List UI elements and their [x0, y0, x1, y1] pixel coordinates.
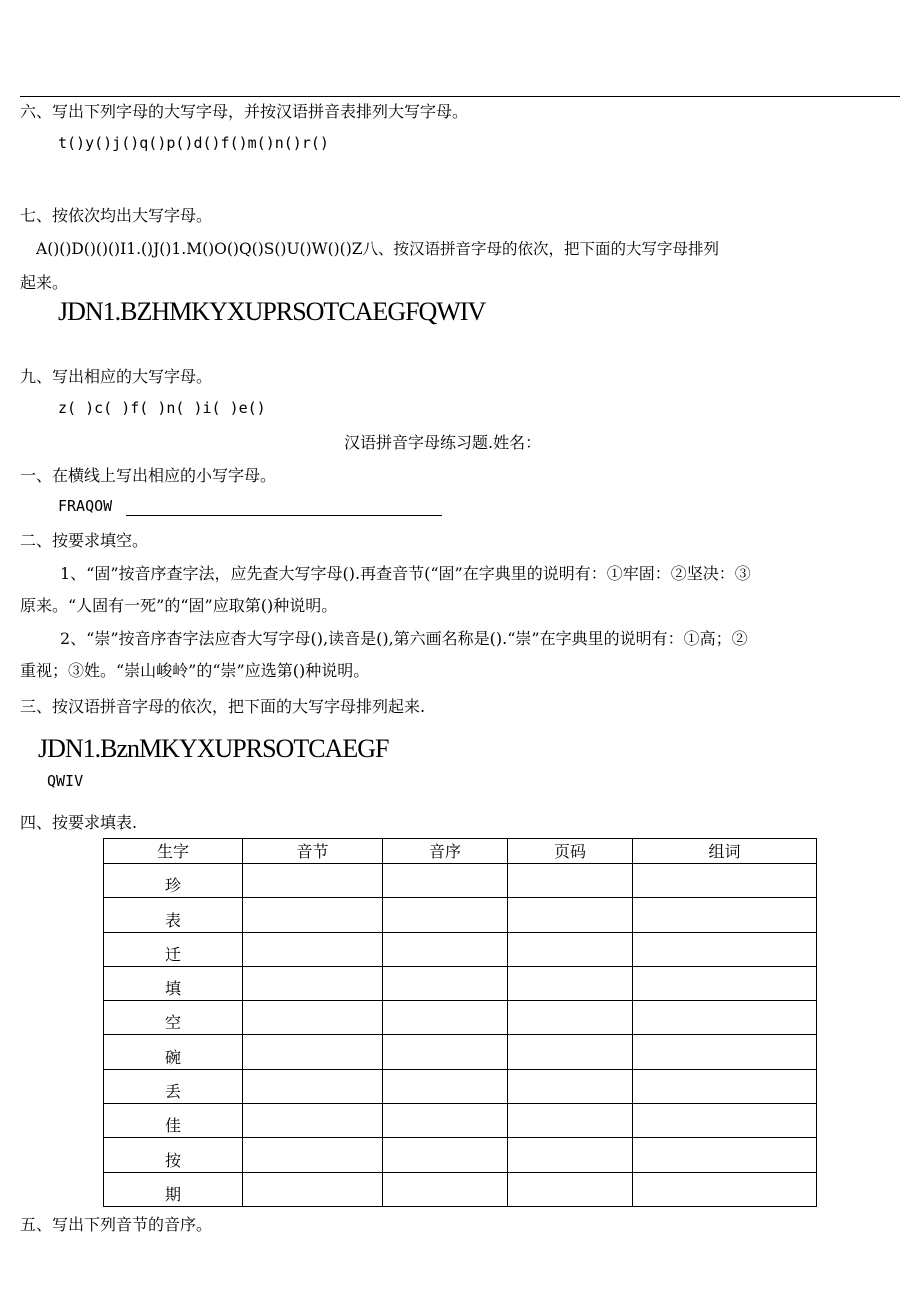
syllable-cell[interactable] — [243, 1172, 383, 1206]
words-cell[interactable] — [633, 932, 817, 966]
character-cell: 迁 — [104, 932, 243, 966]
header-page: 页码 — [508, 839, 633, 864]
page-cell[interactable] — [508, 1069, 633, 1103]
q3-letters: JDN1.BznMKYXUPRSOTCAEGF — [38, 734, 389, 763]
page-title: 汉语拼音字母练习题.姓名： — [344, 433, 542, 452]
page-cell[interactable] — [508, 1001, 633, 1035]
syllable-cell[interactable] — [243, 898, 383, 932]
table-row — [104, 864, 817, 898]
words-cell[interactable] — [633, 1069, 817, 1103]
table-row — [104, 1069, 817, 1103]
q2-p1-line-a: 1、“固”按音序查字法，应先查大写字母().再查音节(“固”在字典里的说明有：①牢固：②坚决：③ — [60, 564, 751, 583]
section-7-line-2: 起来。 — [20, 273, 69, 292]
section-9-letters: z( )c( )f( )n( )i( )e() — [58, 399, 266, 417]
answer-underline — [126, 515, 442, 516]
page-cell[interactable] — [508, 898, 633, 932]
character-cell: 珍 — [104, 864, 243, 898]
character-cell: 按 — [104, 1138, 243, 1172]
section-9-heading: 九、写出相应的大写字母。 — [20, 367, 213, 386]
character-cell: 丢 — [104, 1069, 243, 1103]
words-cell[interactable] — [633, 898, 817, 932]
page-cell[interactable] — [508, 966, 633, 1000]
character-cell: 空 — [104, 1001, 243, 1035]
initial-cell[interactable] — [383, 1035, 508, 1069]
top-rule — [20, 96, 900, 97]
syllable-cell[interactable] — [243, 1069, 383, 1103]
table-header-row — [104, 839, 817, 864]
table-row — [104, 966, 817, 1000]
words-cell[interactable] — [633, 1138, 817, 1172]
table-row — [104, 932, 817, 966]
character-cell: 表 — [104, 898, 243, 932]
words-cell[interactable] — [633, 1001, 817, 1035]
q3-heading: 三、按汉语拼音字母的依次，把下面的大写字母排列起来. — [20, 697, 426, 716]
syllable-cell[interactable] — [243, 1138, 383, 1172]
page-cell[interactable] — [508, 932, 633, 966]
initial-cell[interactable] — [383, 932, 508, 966]
character-cell: 碗 — [104, 1035, 243, 1069]
words-cell[interactable] — [633, 1104, 817, 1138]
fill-in-table — [103, 838, 817, 1207]
character-cell: 佳 — [104, 1104, 243, 1138]
words-cell[interactable] — [633, 1172, 817, 1206]
header-initial: 音序 — [383, 839, 508, 864]
page-cell[interactable] — [508, 1138, 633, 1172]
syllable-cell[interactable] — [243, 1104, 383, 1138]
q1-letters: FRAQOW — [58, 497, 113, 515]
header-syllable: 音节 — [243, 839, 383, 864]
table-row — [104, 898, 817, 932]
initial-cell[interactable] — [383, 1138, 508, 1172]
page-cell[interactable] — [508, 1035, 633, 1069]
character-cell: 期 — [104, 1172, 243, 1206]
syllable-cell[interactable] — [243, 966, 383, 1000]
q2-p2-line-b: 重视；③姓。“崇山峻岭”的“崇”应选第()种说明。 — [20, 661, 370, 680]
page-cell[interactable] — [508, 1104, 633, 1138]
q2-p2-line-a: 2、“崇”按音序杳字法应杳大写字母(),读音是(),第六画名称是().“崇”在字典里的说明有：①高；② — [60, 629, 748, 648]
syllable-cell[interactable] — [243, 864, 383, 898]
q5-heading: 五、写出下列音节的音序。 — [20, 1215, 213, 1234]
q1-heading: 一、在横线上写出相应的小写字母。 — [20, 466, 277, 485]
words-cell[interactable] — [633, 966, 817, 1000]
q3-letters-2: QWIV — [47, 772, 84, 790]
table-row — [104, 1035, 817, 1069]
section-6-heading: 六、写出下列字母的大写字母，并按汉语拼音表排列大写字母。 — [20, 102, 469, 121]
q2-paragraph-1 — [20, 558, 902, 622]
header-words: 组词 — [633, 839, 817, 864]
q2-heading: 二、按要求填空。 — [20, 531, 149, 550]
table-row — [104, 1104, 817, 1138]
initial-cell[interactable] — [383, 966, 508, 1000]
words-cell[interactable] — [633, 864, 817, 898]
section-6-letters: t()y()j()q()p()d()f()m()n()r() — [58, 134, 329, 152]
table-row — [104, 1172, 817, 1206]
initial-cell[interactable] — [383, 1172, 508, 1206]
section-7-heading: 七、按依次均出大写字母。 — [20, 206, 213, 225]
q2-paragraph-2 — [20, 623, 902, 687]
section-8-letters: JDN1.BZHMKYXUPRSOTCAEGFQWIV — [58, 297, 486, 326]
syllable-cell[interactable] — [243, 1035, 383, 1069]
initial-cell[interactable] — [383, 864, 508, 898]
syllable-cell[interactable] — [243, 932, 383, 966]
table-row — [104, 1138, 817, 1172]
syllable-cell[interactable] — [243, 1001, 383, 1035]
words-cell[interactable] — [633, 1035, 817, 1069]
initial-cell[interactable] — [383, 1001, 508, 1035]
page-cell[interactable] — [508, 1172, 633, 1206]
initial-cell[interactable] — [383, 898, 508, 932]
section-7-line: A()()D()()()I1.()J()1.M()O()Q()S()U()W()()Z八、按汉语拼音字母的依次，把下面的大写字母排列 — [36, 240, 720, 258]
page-cell[interactable] — [508, 864, 633, 898]
q2-p1-line-b: 原来。“人固有一死”的“固”应取第()种说明。 — [20, 596, 338, 615]
character-cell: 填 — [104, 966, 243, 1000]
initial-cell[interactable] — [383, 1069, 508, 1103]
q4-heading: 四、按要求填表. — [20, 813, 138, 832]
initial-cell[interactable] — [383, 1104, 508, 1138]
header-character: 生字 — [104, 839, 243, 864]
table-row — [104, 1001, 817, 1035]
